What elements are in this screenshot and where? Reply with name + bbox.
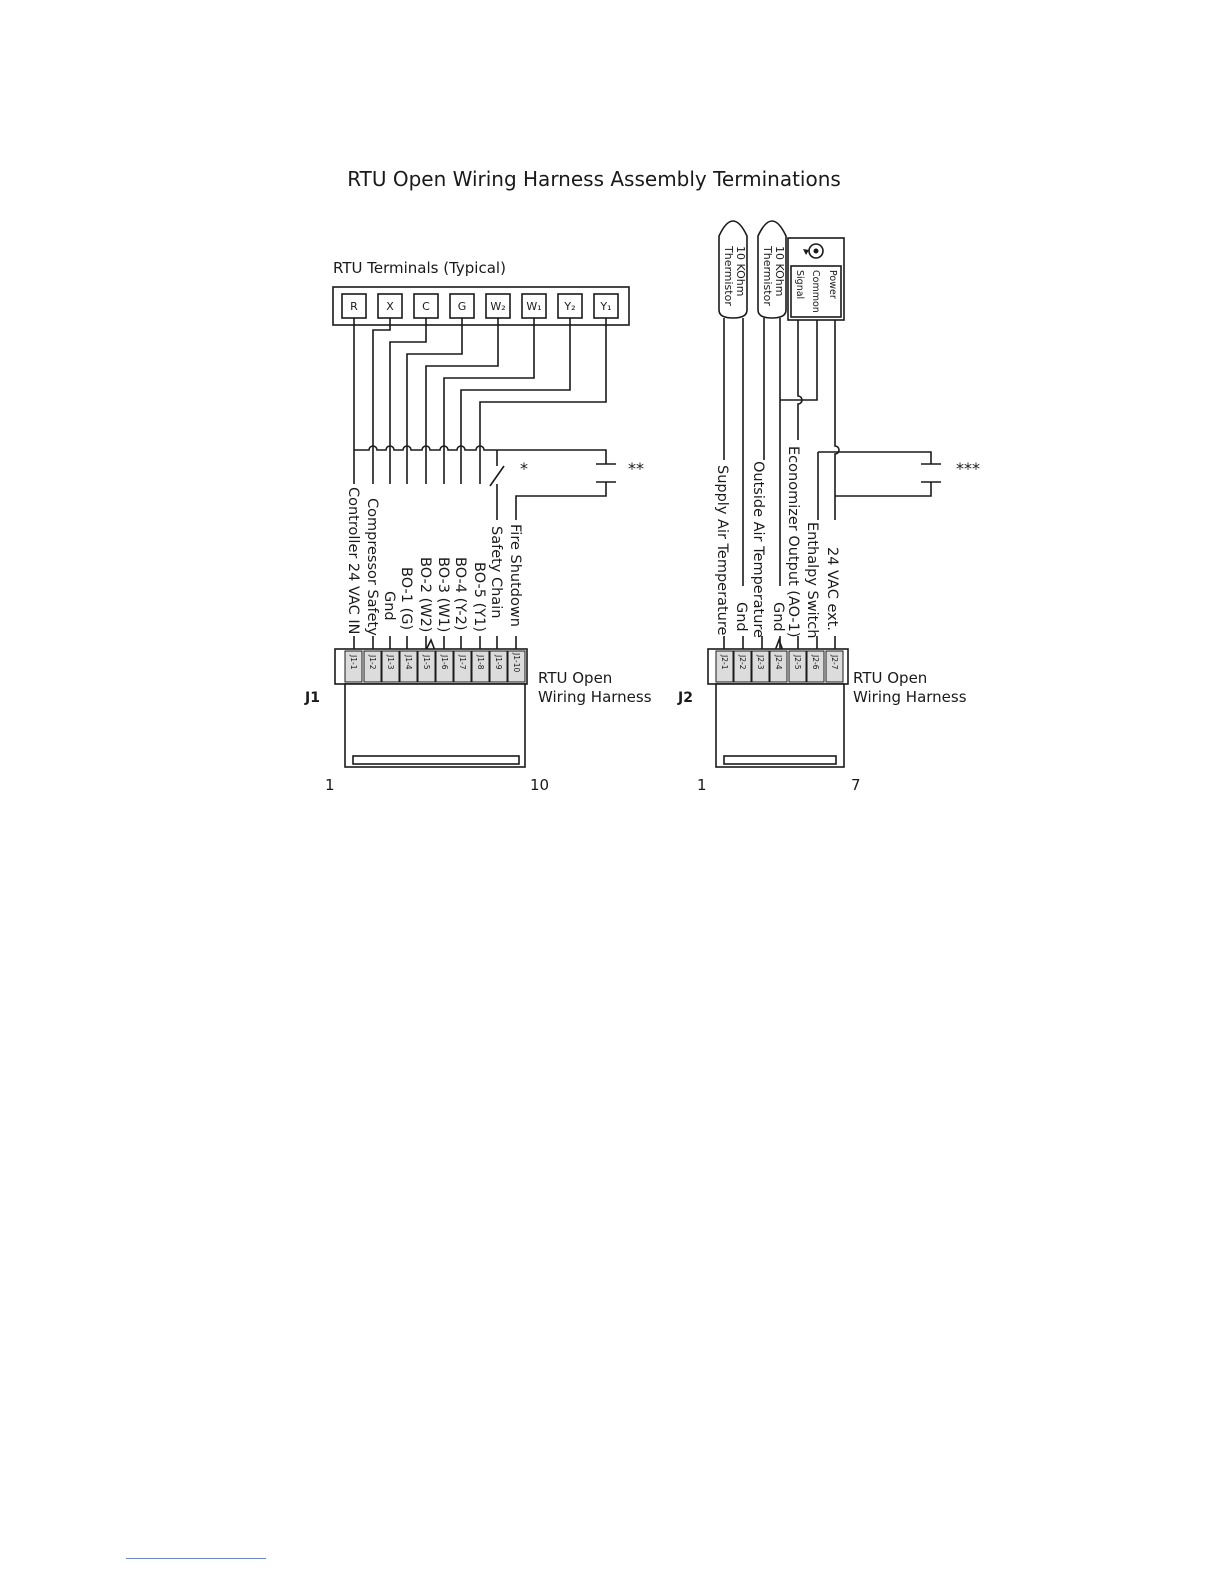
diagram-title: RTU Open Wiring Harness Assembly Terminations (347, 167, 841, 191)
j2-name: J2 (678, 690, 693, 706)
actuator-label: Power (827, 270, 838, 299)
thermistor-1-line1: 10 KOhm (734, 246, 747, 297)
j1-pin-first: 1 (325, 776, 335, 794)
j1-wire-label: BO-5 (Y1) (471, 562, 487, 632)
note-star: * (520, 459, 528, 478)
j2-wire-label: Supply Air Temperature (714, 465, 730, 636)
terminal-label: Y₂ (564, 300, 576, 313)
rtu-terminals-caption: RTU Terminals (Typical) (333, 259, 506, 277)
j2-wire-label: Outside Air Temperature (750, 461, 766, 638)
j1-wire-label: Safety Chain (488, 526, 504, 619)
j1-housing (345, 684, 525, 767)
thermistor-2-line1: 10 KOhm (773, 246, 786, 297)
j2-pin-last: 7 (851, 776, 861, 794)
j1-pin-last: 10 (530, 776, 550, 794)
thermistor-2-line2: Thermistor (761, 246, 774, 306)
actuator-label: Signal (794, 270, 805, 300)
j1-pin-label: J1-7 (458, 655, 467, 670)
terminal-label: X (386, 300, 394, 313)
j1-name: J1 (305, 690, 320, 706)
j1-wire-label: BO-1 (G) (398, 567, 414, 631)
j2-pin-label: J2-4 (774, 655, 783, 670)
terminal-label: W₂ (490, 300, 506, 313)
actuator-label: Common (810, 270, 821, 313)
j1-wire-label: BO-4 (Y-2) (452, 557, 468, 631)
j1-wire-label: BO-3 (W1) (435, 557, 451, 633)
j1-wire-label: Gnd (381, 591, 397, 621)
terminal-label: Y₁ (600, 300, 612, 313)
j1-pin-label: J1-9 (494, 655, 503, 670)
j1-harness-label-1: RTU Open (538, 669, 613, 687)
j1-wire-label: Compressor Safety (364, 498, 380, 636)
terminal-label: G (457, 300, 467, 313)
j2-pin-label: J2-6 (811, 655, 820, 670)
j2-latch (724, 756, 836, 764)
j2-wire-label: Economizer Output (AO-1) (785, 446, 801, 638)
j1-wire-label: Controller 24 VAC IN (345, 487, 361, 635)
j1-wire-label: BO-2 (W2) (417, 557, 433, 633)
j1-latch (353, 756, 519, 764)
j1-harness-label-2: Wiring Harness (538, 688, 652, 706)
j1-pin-label: J1-3 (386, 655, 395, 670)
j2-pin-label: J2-3 (756, 655, 765, 670)
terminal-label: W₁ (526, 300, 542, 313)
j1-pin-label: J1-6 (440, 655, 449, 670)
j1-wire-label: Fire Shutdown (507, 524, 523, 627)
j1-pin-label: J1-1 (349, 655, 358, 670)
j2-pin-label: J2-1 (720, 655, 729, 670)
j1-pin-label: J1-8 (476, 655, 485, 670)
j2-housing (716, 684, 844, 767)
j1-pin-label: J1-5 (422, 655, 431, 670)
j1-pin-label: J1-10 (512, 653, 521, 673)
footnote-separator (126, 1558, 266, 1559)
note-star2: ** (628, 459, 644, 478)
j1-pin-label: J1-4 (404, 655, 413, 670)
terminal-label: R (350, 300, 358, 313)
j2-pin-label: J2-5 (793, 655, 802, 670)
j2-pin-first: 1 (697, 776, 707, 794)
j2-wire-label: Enthalpy Switch (804, 522, 820, 639)
j2-wire-label: 24 VAC ext. (824, 547, 840, 631)
j2-wire-label: Gnd (733, 602, 749, 632)
j1-wiring (354, 318, 616, 520)
j2-pin-label: J2-2 (738, 655, 747, 670)
note-star3: *** (956, 459, 980, 478)
j2-pin-label: J2-7 (830, 655, 839, 670)
j1-pin-label: J1-2 (368, 655, 377, 670)
j2-wire-label: Gnd (770, 602, 786, 632)
terminal-label: C (422, 300, 430, 313)
j2-harness-label-2: Wiring Harness (853, 688, 967, 706)
thermistor-1-line2: Thermistor (722, 246, 735, 306)
j2-harness-label-1: RTU Open (853, 669, 928, 687)
